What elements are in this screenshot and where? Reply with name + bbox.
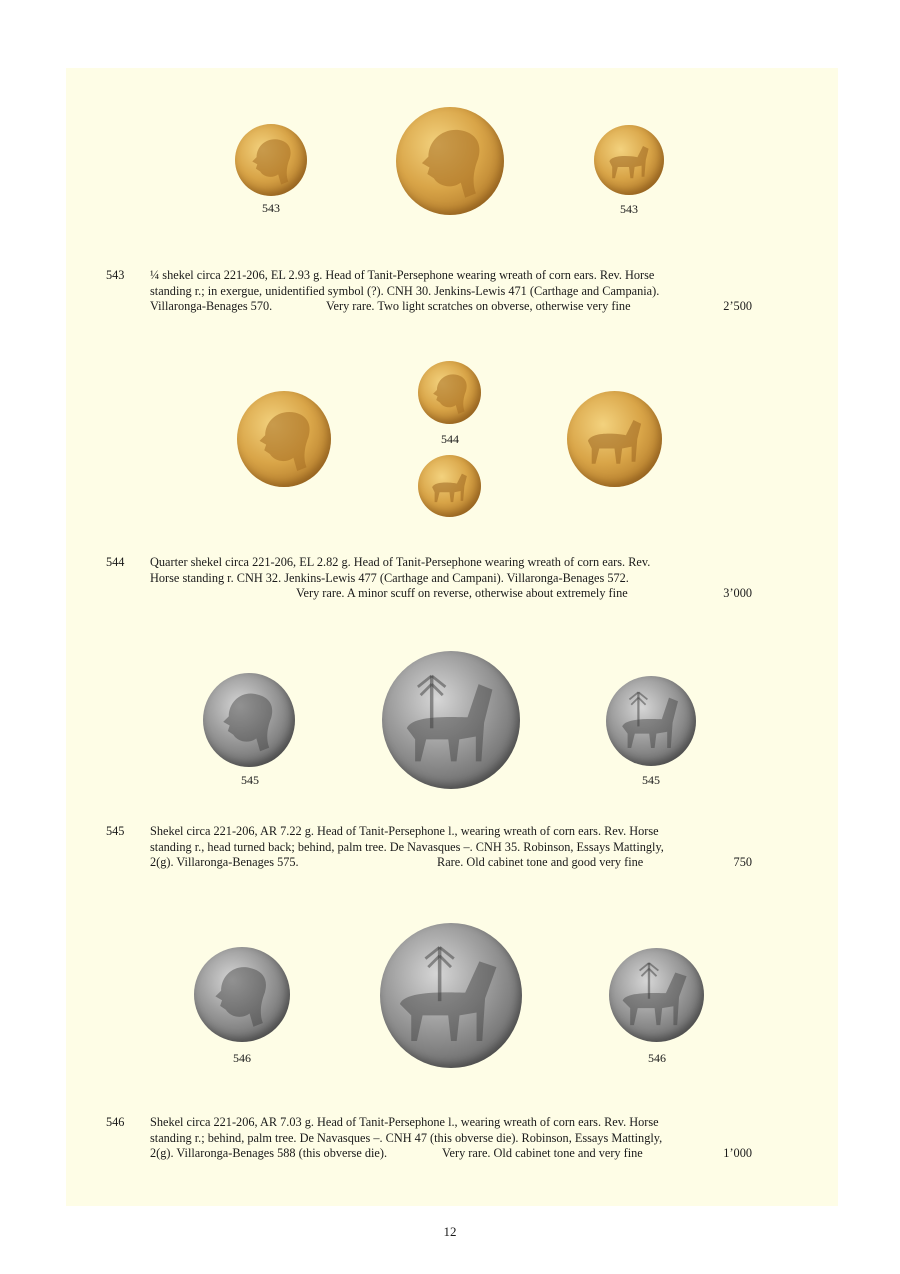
coin-545-reverse-small: [606, 676, 696, 766]
coin-label: 544: [441, 432, 459, 446]
lot-description: [150, 1115, 752, 1162]
lot-entry: [106, 1115, 752, 1165]
coin-546-obverse: [194, 947, 290, 1042]
coin-544-obverse-small: [418, 361, 481, 424]
description-line: Shekel circa 221-206, AR 7.22 g. Head of Tanit-Persephone l., wearing wreath of corn ears. Rev. Horse: [150, 824, 659, 838]
description-line: 2(g). Villaronga-Benages 575.: [150, 855, 299, 869]
lot-price: 750: [733, 855, 752, 869]
description-line: standing r.; in exergue, unidentified symbol (?). CNH 30. Jenkins-Lewis 471 (Carthage and Campania).: [150, 283, 660, 298]
horse-palm-icon: [380, 923, 522, 1068]
coin-544-obverse-large: [237, 391, 331, 487]
female-head-icon: [203, 673, 295, 767]
lot-entry: [106, 555, 752, 605]
description-line: Shekel circa 221-206, AR 7.03 g. Head of Tanit-Persephone l., wearing wreath of corn ears. Rev. Horse: [150, 1115, 659, 1129]
lot-number: 546: [106, 1115, 125, 1129]
description-line: Villaronga-Benages 570.: [150, 299, 273, 313]
description-line: Quarter shekel circa 221-206, EL 2.82 g. Head of Tanit-Persephone wearing wreath of corn ears. Rev.: [150, 555, 651, 569]
coin-545-reverse-large: [382, 651, 520, 789]
horse-palm-icon: [606, 676, 696, 766]
page-number: 12: [443, 1224, 457, 1239]
female-head-icon: [418, 361, 481, 424]
lot-grade: Rare. Old cabinet tone and good very fine: [437, 855, 644, 869]
lot-grade: Very rare. Old cabinet tone and very fine: [442, 1146, 643, 1160]
coin-543-obverse-large: [396, 107, 504, 215]
description-line: 2(g). Villaronga-Benages 588 (this obverse die).: [150, 1146, 388, 1160]
lot-description: [150, 824, 752, 871]
coin-label: 545: [241, 773, 259, 787]
coin-label: 546: [648, 1051, 666, 1065]
lot-description: [150, 268, 752, 315]
description-line: standing r., head turned back; behind, palm tree. De Navasques –. CNH 35. Robinson, Essays Mattingly,: [150, 839, 664, 854]
lot-number: 545: [106, 824, 125, 838]
female-head-icon: [194, 947, 290, 1042]
lot-number: 544: [106, 555, 125, 569]
coin-546-reverse-large: [380, 923, 522, 1068]
female-head-icon: [237, 391, 331, 487]
coin-label: 546: [233, 1051, 251, 1065]
coin-544-reverse-large: [567, 391, 662, 487]
horse-palm-icon: [609, 948, 704, 1042]
coin-546-reverse-small: [609, 948, 704, 1042]
lot-entry: [106, 824, 752, 874]
coin-label: 545: [642, 773, 660, 787]
horse-icon: [567, 391, 662, 487]
description-line: ¼ shekel circa 221-206, EL 2.93 g. Head of Tanit-Persephone wearing wreath of corn ears. Rev. Horse: [150, 268, 655, 282]
coin-label: 543: [620, 202, 638, 216]
coin-543-obverse-small: [235, 124, 307, 196]
lot-grade: Very rare. Two light scratches on obverse, otherwise very fine: [326, 299, 631, 313]
lot-price: 1’000: [723, 1146, 752, 1160]
horse-icon: [418, 455, 481, 517]
lot-price: 3’000: [723, 586, 752, 600]
lot-price: 2’500: [723, 299, 752, 313]
horse-icon: [594, 125, 664, 195]
coin-545-obverse: [203, 673, 295, 767]
female-head-icon: [396, 107, 504, 215]
description-line: standing r.; behind, palm tree. De Navasques –. CNH 47 (this obverse die). Robinson, Essays Mattingly,: [150, 1130, 663, 1145]
coin-544-reverse-small: [418, 455, 481, 517]
description-line: Horse standing r. CNH 32. Jenkins-Lewis 477 (Carthage and Campani). Villaronga-Benages 572.: [150, 570, 629, 585]
coin-label: 543: [262, 201, 280, 215]
female-head-icon: [235, 124, 307, 196]
lot-grade: Very rare. A minor scuff on reverse, otherwise about extremely fine: [296, 586, 628, 600]
lot-number: 543: [106, 268, 125, 282]
lot-entry: [106, 268, 752, 318]
horse-palm-icon: [382, 651, 520, 789]
coin-543-reverse: [594, 125, 664, 195]
